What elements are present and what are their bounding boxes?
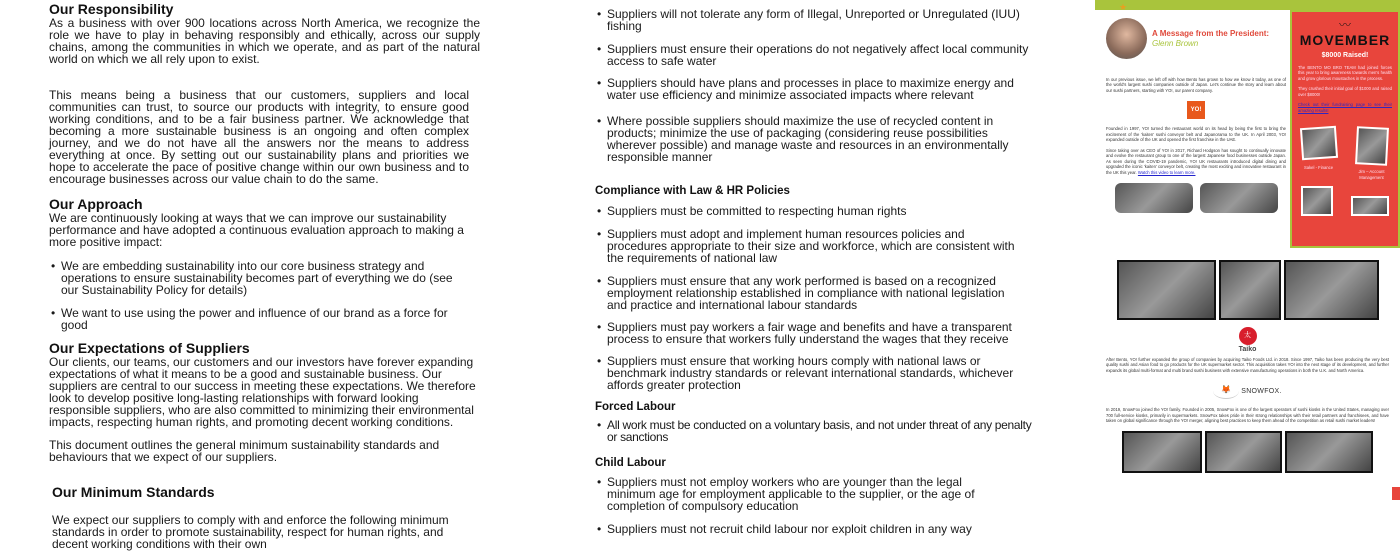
photo bbox=[1299, 126, 1337, 160]
yo-paragraph-2 bbox=[1106, 148, 1286, 175]
photo bbox=[1285, 431, 1373, 473]
taiko-paragraph: After Bento, YO! further expanded the group of companies by acquiring Taiko Foods Ltd. in 2018. Since 1997, Taiko has been producing the very best quality sushi and Asian food to go products for the UK supermarket sector. This acquisition takes YO! into the next stage of its development, and further expands its global multi-format and multi brand sushi business with extensive manufacturing operations in both the U.K. and North America. bbox=[1106, 357, 1389, 373]
approach-bullet: • We want to use using the power and influence of our brand as a force for good bbox=[49, 307, 469, 331]
moustache-icon: 〰 bbox=[1338, 18, 1351, 32]
yo-paragraph-2-text: Since taking over as CEO of YO! in 2017, Richard Hodgson has sought to continually innovate and evolve the restaurant group to one of the largest Japanese food businesses outside Japan. As seen during the COVID-19 pandemic, YO! UK restaurants introduced digital dining and upgraded the iconic 'kaiten' conveyor belt, creating the most exciting and innovative restaurant in the UK this year. bbox=[1106, 147, 1286, 175]
president-header bbox=[1106, 18, 1286, 59]
photo bbox=[1205, 431, 1282, 473]
compliance-bullet: • Suppliers must adopt and implement human resources policies and procedures appropriate to their size and workforce, which are consistent with the requirements of national law bbox=[595, 228, 1020, 264]
left-column bbox=[49, 2, 480, 550]
photo-row bbox=[1106, 431, 1389, 473]
snowfox-paragraph: In 2019, SnowFox joined the YO! family. Founded in 2005, SnowFox is one of the largest operators of sushi kiosks in the United States, managing over 700 full-service kiosks, primarily in supermarkets. SnowFox takes pride in their strong relationships with their retail partners and franchisees, and have taken on global significance through the YO! merger, aligning best practices to keep them ahead of the competition as retail sushi market leaders! bbox=[1106, 407, 1389, 424]
photo bbox=[1117, 260, 1216, 320]
video-link[interactable]: Watch this video to learn more. bbox=[1137, 169, 1196, 175]
snowfox-logo-row bbox=[1106, 383, 1389, 399]
env-bullet: • Where possible suppliers should maximize the use of recycled content in products; minimize the use of packaging (considering reuse possibilities wherever possible) and manage waste and resources in an environmentally responsible manner bbox=[595, 115, 1030, 163]
forced-labour-bullet: • All work must be conducted on a voluntary basis, and not under threat of any penalty or sanctions bbox=[595, 419, 1035, 443]
expectations-paragraph-2: This document outlines the general minimum sustainability standards and behaviours that we expect of our suppliers. bbox=[49, 438, 440, 464]
compliance-bullet: • Suppliers must pay workers a fair wage and benefits and have a transparent process to ensure that workers fully understand the wages that they receive bbox=[595, 321, 1030, 345]
movember-paragraph-2: They crushed their initial goal of $1000 and raised over $8000! bbox=[1298, 86, 1392, 97]
photo bbox=[1351, 196, 1389, 216]
heading-child-labour: Child Labour bbox=[595, 457, 666, 469]
raised-amount: $8000 Raised! bbox=[1321, 52, 1369, 59]
taiko-logo: Taiko bbox=[1238, 346, 1257, 353]
movember-logo: MOVEMBER bbox=[1299, 32, 1391, 48]
heading-compliance: Compliance with Law & HR Policies bbox=[595, 185, 790, 197]
approach-paragraph: We are continuously looking at ways that we can improve our sustainability performance and have adopted a continuous evaluation approach to making a more positive impact: bbox=[49, 211, 464, 249]
header-bar bbox=[1095, 0, 1400, 10]
team-member bbox=[1296, 127, 1341, 180]
photo-row bbox=[1106, 260, 1389, 320]
intro-text: In our previous issue, we left off with how Bento has grown to how we know it today, as one of the world's largest sushi companies outside of Japan. Let's continue the story and learn about our sushi partners, starting with YO!, our parent company. bbox=[1106, 77, 1286, 93]
message-title: A Message from the President: bbox=[1152, 28, 1270, 38]
heading-minimum-standards: Our Minimum Standards bbox=[52, 484, 215, 500]
middle-column bbox=[595, 8, 1035, 535]
heading-forced-labour: Forced Labour bbox=[595, 401, 676, 413]
yo-paragraph-1: Founded in 1997, YO! turned the restaurant world on its head by being the first to bring the excitement of the 'kaiten' sushi conveyor belt and Japanorama to the UK. In April 2003, YO! expanded outside of the UK and opened the first franchise in the UAE. bbox=[1106, 126, 1286, 143]
taiko-emblem-icon: 太 bbox=[1239, 327, 1257, 345]
yo-logo: YO! bbox=[1187, 101, 1205, 119]
fundraising-link[interactable]: Check out their fundraising page to see their amazing results! bbox=[1298, 102, 1392, 113]
heading-responsibility: Our Responsibility bbox=[49, 1, 174, 17]
photo bbox=[1355, 126, 1389, 166]
partners-section bbox=[1106, 260, 1389, 473]
movember-paragraph-1: The BENTO MO BRO TEAM had joined forces this year to bring awareness towards men's health and grow glorious moustaches in the process. bbox=[1298, 65, 1392, 81]
snowfox-logo: SNOWFOX. bbox=[1241, 387, 1282, 395]
child-labour-bullet: • Suppliers must not employ workers who are younger than the legal minimum age for employment applicable to the supplier, or the age of completion of compulsory education bbox=[595, 476, 1005, 512]
env-bullet: • Suppliers must ensure their operations do not negatively affect local community access to safe water bbox=[595, 43, 1035, 67]
compliance-bullet: • Suppliers must ensure that working hours comply with national laws or benchmark industry standards or relevant international standards, whichever affords greater protection bbox=[595, 355, 1015, 391]
heading-approach: Our Approach bbox=[49, 196, 143, 212]
team-member bbox=[1349, 127, 1394, 180]
photo bbox=[1122, 431, 1202, 473]
expectations-paragraph-1: Our clients, our teams, our customers and our investors have forever expanding expectations of what it means to be a good and sustainable business. Our suppliers are central to our success in meeting these expectations. We therefore look to develop positive long-lasting relationships with forward looking responsible suppliers, who are also committed to minimizing their environmental impacts, respecting human rights, and promoting decent working conditions. bbox=[49, 355, 476, 429]
team-photos-row-2 bbox=[1292, 186, 1398, 216]
compliance-bullet: • Suppliers must ensure that any work performed is based on a recognized employment relationship established in compliance with national legislation and practice and international labour standards bbox=[595, 275, 1015, 311]
photo bbox=[1200, 183, 1278, 213]
child-labour-bullet: • Suppliers must not recruit child labour nor exploit children in any way bbox=[595, 523, 1035, 535]
photo-caption: Sakel - Finance bbox=[1303, 165, 1334, 171]
responsibility-paragraph-2: This means being a business that our customers, suppliers and local communities can trust, to source our products with integrity, to ensure good working conditions, and to be a fair business partner. We acknowledge that becoming a more sustainable business is an ongoing and often complex journey, and we do not have all the answers nor the means to address everything at once. By setting out our sustainability plans and priorities we hope to accelerate the pace of positive change within our own business and to encourage businesses across our value chain to do the same. bbox=[49, 88, 469, 186]
photo bbox=[1301, 186, 1333, 216]
photo bbox=[1284, 260, 1379, 320]
photo-caption: Jim – Account Management bbox=[1358, 169, 1385, 180]
movember-box bbox=[1290, 10, 1400, 248]
responsibility-paragraph-1: As a business with over 900 locations across North America, we recognize the role we have to play in behaving responsibly and ethically, across our supply chains, among the communities in which we operate, and as part of the natural world on which we all rely upon to exist. bbox=[49, 16, 480, 66]
env-bullet: • Suppliers will not tolerate any form of Illegal, Unreported or Unregulated (IUU) fishing bbox=[595, 8, 1035, 32]
newsletter-image bbox=[1095, 0, 1400, 500]
president-message-column bbox=[1106, 18, 1286, 213]
minimum-standards-paragraph: We expect our suppliers to comply with and enforce the following minimum standards in order to promote sustainability, respect for human rights, and decent working conditions with their own bbox=[52, 513, 449, 551]
photo-row bbox=[1106, 183, 1286, 213]
star-icon: ★ bbox=[1119, 2, 1128, 12]
team-photos bbox=[1292, 127, 1398, 180]
heading-expectations: Our Expectations of Suppliers bbox=[49, 340, 250, 356]
red-tab bbox=[1392, 487, 1400, 500]
president-name: Glenn Brown bbox=[1152, 38, 1199, 48]
photo bbox=[1115, 183, 1193, 213]
env-bullet: • Suppliers should have plans and processes in place to maximize energy and water use efficiency and minimize associated impacts where relevant bbox=[595, 77, 1035, 101]
approach-bullet: • We are embedding sustainability into our core business strategy and operations to ensure sustainability becomes part of everything we do (see our Sustainability Policy for details) bbox=[49, 260, 469, 296]
photo bbox=[1219, 260, 1281, 320]
fox-icon: 🦊 bbox=[1213, 383, 1239, 399]
compliance-bullet: • Suppliers must be committed to respecting human rights bbox=[595, 205, 1035, 217]
president-photo bbox=[1106, 18, 1147, 59]
